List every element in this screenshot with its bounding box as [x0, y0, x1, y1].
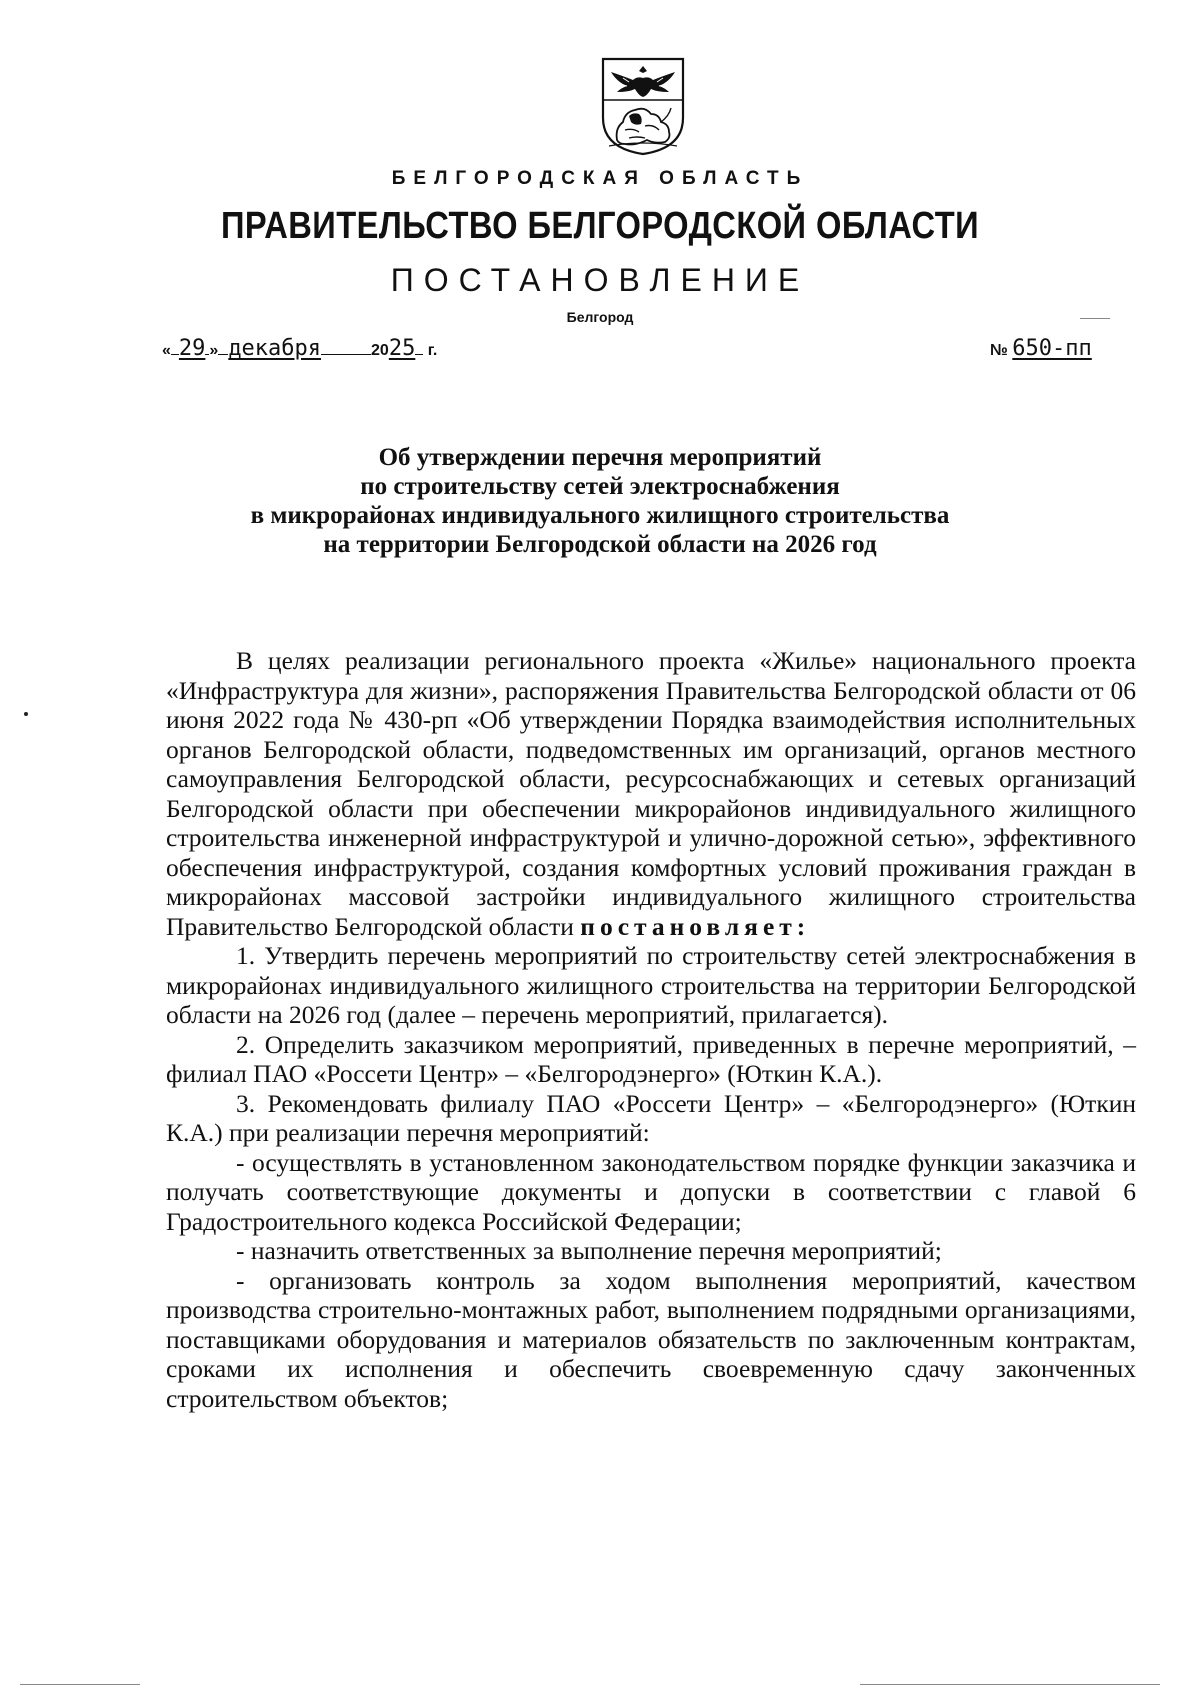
date-year-prefix: 20: [371, 342, 389, 359]
date-open-quote: «: [162, 342, 171, 359]
region-name: БЕЛГОРОДСКАЯ ОБЛАСТЬ: [391, 168, 809, 189]
date-month: декабря: [228, 336, 322, 361]
item-paragraph: - осуществлять в установленном законодательством порядке функции заказчика и получать соответствующие документы и допуски в соответствии с главой 6 Градостроительного кодекса Российской Федерации;: [166, 1147, 1136, 1236]
decree-title: [0, 443, 1200, 559]
date-year-unit: г.: [427, 342, 438, 359]
title-line: в микрорайонах индивидуального жилищного строительства: [250, 502, 950, 529]
preamble-paragraph: [166, 646, 1136, 941]
item-paragraph: - назначить ответственных за выполнение перечня мероприятий;: [236, 1236, 942, 1265]
number-value: 650-пп: [1012, 336, 1092, 361]
item-paragraph: 1. Утвердить перечень мероприятий по строительству сетей электроснабжения в микрорайонах индивидуального жилищного строительства на территории Белгородской области на 2026 год (далее – перечень мероприятий, прилагается).: [166, 941, 1136, 1029]
resolves-word: постановляет:: [580, 911, 811, 941]
decree-body: [166, 646, 1136, 1413]
scan-speck: [24, 712, 28, 716]
coat-of-arms-icon: [599, 56, 687, 156]
decree-date: [162, 336, 437, 361]
number-prefix: №: [990, 342, 1008, 359]
city-name: Белгород: [566, 309, 634, 325]
title-line: на территории Белгородской области на 2026 год: [323, 531, 877, 558]
document-type: ПОСТАНОВЛЕНИЕ: [390, 262, 810, 298]
date-year-suffix: 25: [388, 336, 416, 361]
item-paragraph: 3. Рекомендовать филиалу ПАО «Россети Центр» – «Белгородэнерго» (Юткин К.А.) при реализации перечня мероприятий:: [166, 1088, 1136, 1147]
date-close-quote: »: [209, 342, 219, 359]
government-name: ПРАВИТЕЛЬСТВО БЕЛГОРОДСКОЙ ОБЛАСТИ: [220, 205, 980, 247]
decree-number: [990, 336, 1092, 361]
item-paragraph: 2. Определить заказчиком мероприятий, приведенных в перечне мероприятий, – филиал ПАО «Россети Центр» – «Белгородэнерго» (Юткин К.А.).: [166, 1029, 1136, 1088]
preamble-text: В целях реализации регионального проекта «Жилье» национального проекта «Инфраструктура для жизни», распоряжения Правительства Белгородской области от 06 июня 2022 года № 430-рп «Об утверждении Порядка взаимодействия исполнительных органов Белгородской области, подведомственных им организаций, органов местного самоуправления Белгородской области, ресурсоснабжающих и сетевых организаций Белгородской области при обеспечении микрорайонов индивидуального жилищного строительства инженерной инфраструктурой и улично-дорожной сетью», эффективного обеспечения инфраструктурой, создания комфортных условий проживания граждан в микрорайонах массовой застройки индивидуального жилищного строительства Правительство Белгородской области: [166, 646, 1136, 941]
item-paragraph: - организовать контроль за ходом выполнения мероприятий, качеством производства строительно-монтажных работ, выполнением подрядными организациями, поставщиками оборудования и материалов обязательств по заключенным контрактам, сроками их исполнения и обеспечить своевременную сдачу законченных строительством объектов;: [166, 1265, 1136, 1413]
scan-edge-line: [20, 1684, 140, 1685]
title-line: по строительству сетей электроснабжения: [360, 473, 840, 500]
date-day: 29: [178, 336, 206, 361]
scan-mark: [1080, 318, 1110, 319]
scan-edge-line: [860, 1684, 1160, 1685]
title-line: Об утверждении перечня мероприятий: [378, 444, 822, 471]
